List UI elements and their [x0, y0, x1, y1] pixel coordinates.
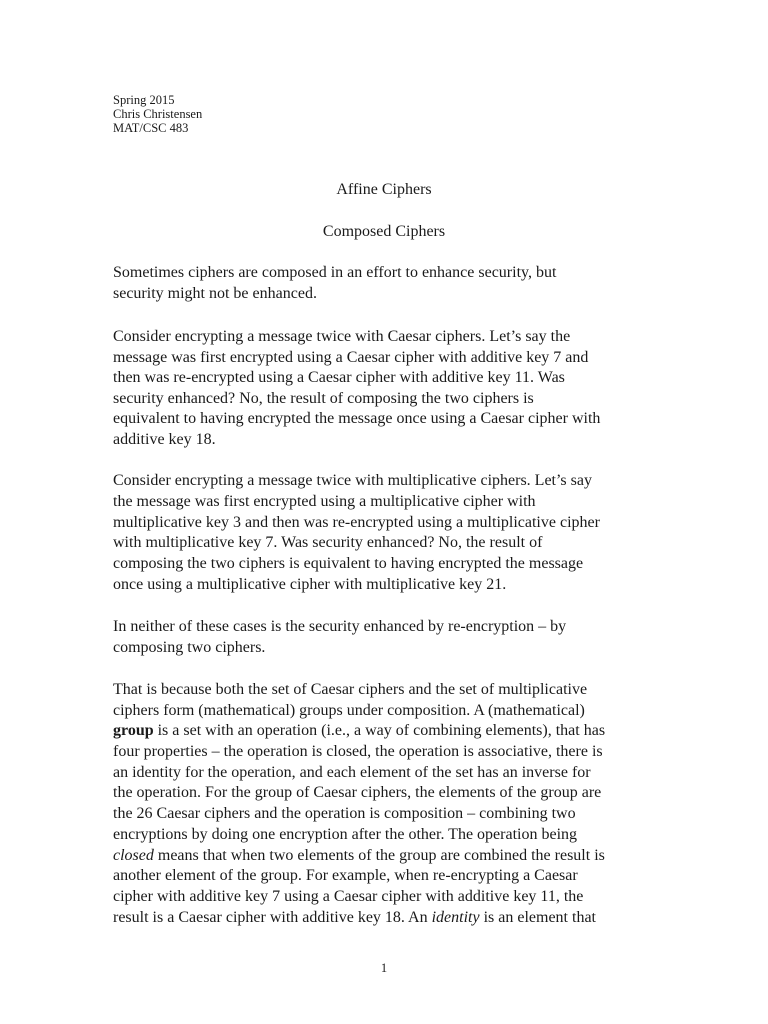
- paragraph-line: another element of the group. For example, when re-encrypting a Caesar: [113, 867, 578, 884]
- paragraph-line: security enhanced? No, the result of composing the two ciphers is: [113, 390, 534, 407]
- paragraph-line: cipher with additive key 7 using a Caesar cipher with additive key 11, the: [113, 888, 584, 905]
- header-author: Chris Christensen: [113, 107, 203, 121]
- paragraph-line: security might not be enhanced.: [113, 285, 317, 302]
- paragraph-line: the message was first encrypted using a multiplicative cipher with: [113, 493, 536, 510]
- paragraph-line: an identity for the operation, and each element of the set has an inverse for: [113, 764, 591, 781]
- paragraph-line: multiplicative key 3 and then was re-encrypted using a multiplicative cipher: [113, 514, 600, 531]
- paragraph-line: the 26 Caesar ciphers and the operation is composition – combining two: [113, 805, 576, 822]
- paragraph-line: equivalent to having encrypted the message once using a Caesar cipher with: [113, 410, 601, 427]
- line-text: result is a Caesar cipher with additive key 18. An: [113, 909, 432, 926]
- paragraph-line: four properties – the operation is closed, the operation is associative, there is: [113, 743, 603, 760]
- paragraph-line: composing two ciphers.: [113, 639, 266, 656]
- paragraph-line: That is because both the set of Caesar ciphers and the set of multiplicative: [113, 681, 588, 698]
- line-text: is a set with an operation (i.e., a way of combining elements), that has: [153, 722, 606, 739]
- paragraph-line: message was first encrypted using a Caesar cipher with additive key 7 and: [113, 349, 589, 366]
- line-text: is an element that: [479, 909, 596, 926]
- closed-term: closed: [113, 847, 154, 864]
- paragraph-line: [113, 846, 605, 866]
- paragraph-line: Consider encrypting a message twice with Caesar ciphers. Let’s say the: [113, 328, 571, 345]
- paragraph-line: encryptions by doing one encryption after the other. The operation being: [113, 826, 578, 843]
- document-title: Affine Ciphers: [336, 181, 432, 198]
- identity-term: identity: [431, 909, 480, 926]
- paragraph-line: [113, 721, 605, 741]
- paragraph-line: the operation. For the group of Caesar ciphers, the elements of the group are: [113, 784, 602, 801]
- document-header: [113, 93, 202, 135]
- paragraph-line: with multiplicative key 7. Was security enhanced? No, the result of: [113, 534, 543, 551]
- header-course: MAT/CSC 483: [113, 121, 189, 135]
- paragraph-line: additive key 18.: [113, 431, 216, 448]
- header-term: Spring 2015: [113, 93, 175, 107]
- page-number: 1: [380, 961, 388, 975]
- paragraph-line: Consider encrypting a message twice with multiplicative ciphers. Let’s say: [113, 472, 592, 489]
- paragraph-line: composing the two ciphers is equivalent to having encrypted the message: [113, 555, 584, 572]
- paragraph-line: [113, 908, 596, 928]
- paragraph-line: ciphers form (mathematical) groups under composition. A (mathematical): [113, 702, 585, 719]
- group-term: group: [113, 722, 154, 739]
- line-text: means that when two elements of the group are combined the result is: [153, 847, 605, 864]
- paragraph-line: In neither of these cases is the security enhanced by re-encryption – by: [113, 618, 567, 635]
- document-subtitle: Composed Ciphers: [322, 223, 446, 240]
- paragraph-line: Sometimes ciphers are composed in an effort to enhance security, but: [113, 264, 557, 281]
- paragraph-line: once using a multiplicative cipher with multiplicative key 21.: [113, 576, 507, 593]
- paragraph-line: then was re-encrypted using a Caesar cipher with additive key 11. Was: [113, 369, 565, 386]
